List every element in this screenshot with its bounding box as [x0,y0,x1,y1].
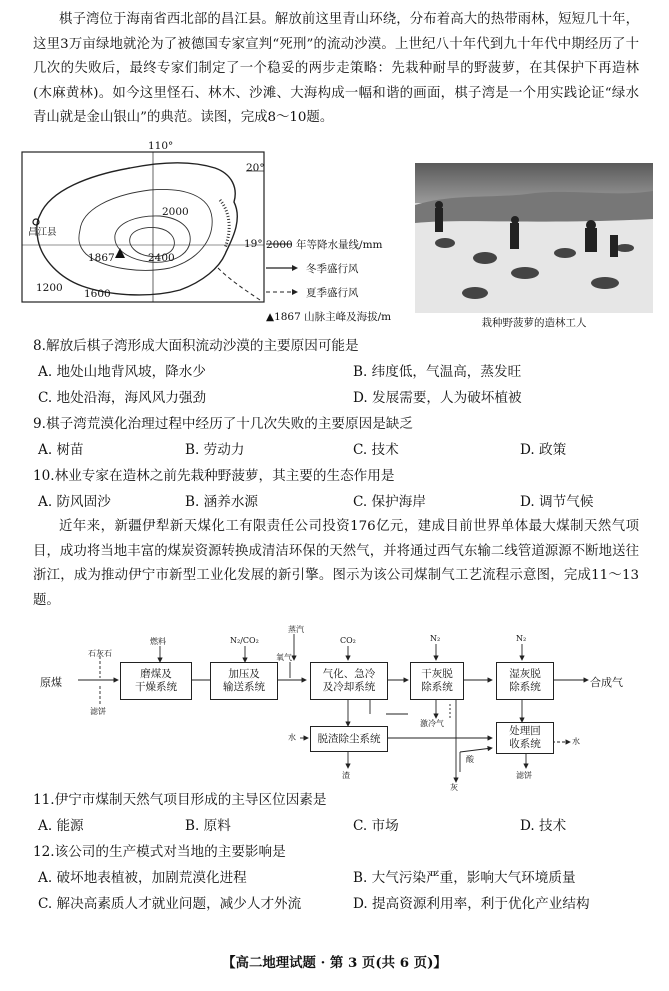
q9-stem: 9.棋子湾荒漠化治理过程中经历了十几次失败的主要原因是缺乏 [33,416,413,432]
flow-ash: 灰 [450,783,458,792]
flow-filter-cake: 滤饼 [516,771,532,780]
page-footer: 【高二地理试题 · 第 3 页(共 6 页)】 [222,955,447,971]
flow-oxygen: 氧气 [276,653,292,662]
flow-slag: 渣 [342,771,350,780]
intro-paragraph-2: 近年来，新疆伊犁新天煤化工有限责任公司投资176亿元，建成目前世界单体最大煤制天然气项目，成功将当地丰富的煤炭资源转换成清洁环保的天然气，并将通过西气东输二线管道源源不断地送往浙江，成为推动伊宁市新型工业化发展的新引擎。图示为该公司煤制气工艺流程示意图，完成11～13题。 [33,519,639,608]
q12-option-b[interactable]: B. 大气污染严重，影响大气环境质量 [353,870,576,886]
q10-option-c[interactable]: C. 保护海岸 [353,494,426,510]
q10-stem: 10.林业专家在造林之前先栽种野菠萝，其主要的生态作用是 [33,468,395,484]
flow-cold-gas: 激冷气 [420,719,444,728]
flow-n2co2: N₂/CO₂ [230,636,259,645]
map-svg [20,140,410,330]
map-iso-2400: 2400 [148,252,175,264]
q10-option-a[interactable]: A. 防风固沙 [38,494,111,510]
map-peak-label: 1867 [88,252,115,264]
box-deslag: 脱渣除尘系统 [310,726,388,752]
q8-option-b[interactable]: B. 纬度低，气温高，蒸发旺 [353,364,522,380]
q9-option-d[interactable]: D. 政策 [520,442,567,458]
q9-option-b[interactable]: B. 劳动力 [185,442,245,458]
map-lat-top: 20° [246,162,265,174]
q12-option-a[interactable]: A. 破坏地表植被，加剧荒漠化进程 [38,870,247,886]
q11-option-b[interactable]: B. 原料 [185,818,231,834]
q10-option-b[interactable]: B. 涵养水源 [185,494,259,510]
q12-option-d[interactable]: D. 提高资源利用率，利于优化产业结构 [353,896,590,912]
flow-acid: 酸 [466,755,474,764]
legend-isohyet: 2000 年等降水量线/mm [266,239,383,251]
q11-option-d[interactable]: D. 技术 [520,818,567,834]
box-gasification: 气化、急冷 及冷却系统 [310,662,388,700]
map-county-label: 昌江县 [28,227,57,238]
q9-option-c[interactable]: C. 技术 [353,442,399,458]
box-treatment: 处理回 收系统 [496,722,554,754]
flow-n2-b: N₂ [516,634,527,643]
map-iso-1200: 1200 [36,282,63,294]
hainan-map [20,140,410,330]
legend-summer: 夏季盛行风 [306,287,359,299]
map-lat-mid: 19° [244,238,263,250]
q8-option-c[interactable]: C. 地处沿海，海风风力强劲 [38,390,207,406]
q8-option-a[interactable]: A. 地处山地背风坡，降水少 [38,364,206,380]
box-grinding: 磨煤及 干燥系统 [120,662,192,700]
flow-coal-cake: 滤饼 [90,707,106,716]
box-dry-ash: 干灰脱 除系统 [410,662,464,700]
flow-n2-a: N₂ [430,634,441,643]
box-pressurizing: 加压及 输送系统 [210,662,278,700]
q12-option-c[interactable]: C. 解决高素质人才就业问题，减少人才外流 [38,896,302,912]
workers-photo [415,163,653,313]
flow-water-out: 水 [572,737,580,746]
flow-fuel: 燃料 [150,637,166,646]
flow-arrows [40,622,640,792]
flow-limestone: 石灰石 [88,649,112,658]
map-iso-1600: 1600 [84,288,111,300]
q8-stem: 8.解放后棋子湾形成大面积流动沙漠的主要原因可能是 [33,338,359,354]
flow-co2: CO₂ [340,636,356,645]
legend-peak: ▲1867 山脉主峰及海拔/m [266,311,392,323]
map-lon-label: 110° [148,140,174,152]
q11-option-a[interactable]: A. 能源 [38,818,84,834]
q11-stem: 11.伊宁市煤制天然气项目形成的主导区位因素是 [33,792,327,808]
flow-raw-coal: 原煤 [40,676,62,689]
q11-option-c[interactable]: C. 市场 [353,818,399,834]
process-flow-diagram [40,622,640,792]
q9-option-a[interactable]: A. 树苗 [38,442,84,458]
photo-caption: 栽种野菠萝的造林工人 [481,317,587,329]
intro-paragraph-1: 棋子湾位于海南省西北部的昌江县。解放前这里青山环绕，分布着高大的热带雨林，短短几十年，这里3万亩绿地就沦为了被德国专家宣判“死刑”的流动沙漠。上世纪八十年代到九十年代中期经历了十几次的失败后，最终专家们制定了一个稳妥的两步走策略：先栽种耐旱的野菠萝，在其保护下再造林(木麻黄林)。如今这里怪石、林木、沙滩、大海构成一幅和谐的画面，棋子湾是一个用实践论证“绿水青山就是金山银山”的典范。读图，完成8～10题。 [33,12,639,125]
flow-water-in: 水 [288,733,296,742]
q10-option-d[interactable]: D. 调节气候 [520,494,594,510]
flow-steam: 蒸汽 [288,625,304,634]
box-wet-ash: 湿灰脱 除系统 [496,662,554,700]
q8-option-d[interactable]: D. 发展需要，人为破坏植被 [353,390,522,406]
flow-syngas: 合成气 [590,676,623,689]
legend-winter: 冬季盛行风 [306,263,359,275]
q12-stem: 12.该公司的生产模式对当地的主要影响是 [33,844,286,860]
map-iso-2000: 2000 [162,206,189,218]
